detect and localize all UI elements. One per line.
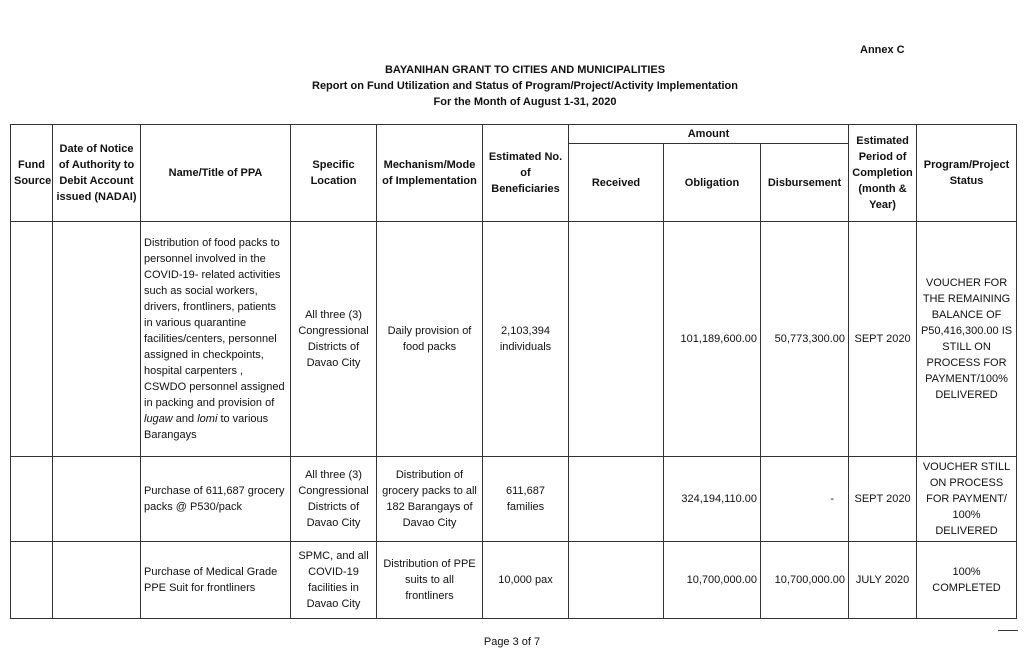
cell-disbursement: 50,773,300.00	[761, 222, 849, 457]
cell-received	[569, 457, 664, 542]
cell-disbursement: 10,700,000.00	[761, 542, 849, 619]
cell-mechanism: Distribution of PPE suits to all frontliners	[377, 542, 483, 619]
cell-fund-source	[11, 457, 53, 542]
ppa-text-end: to various Barangays	[144, 413, 269, 441]
cell-obligation: 101,189,600.00	[664, 222, 761, 457]
ppa-text-and: and	[172, 413, 198, 425]
cell-location: All three (3) Congressional Districts of Davao City	[291, 222, 377, 457]
table-row	[11, 542, 1017, 619]
table-row	[11, 457, 1017, 542]
report-title-block	[250, 62, 800, 110]
annex-label: Annex C	[860, 44, 905, 56]
cell-disbursement: -	[761, 457, 849, 542]
cell-status: VOUCHER FOR THE REMAINING BALANCE OF P50,416,300.00 IS STILL ON PROCESS FOR PAYMENT/100% DELIVERED	[917, 222, 1017, 457]
cell-nadai	[53, 222, 141, 457]
header-completion: Estimated Period of Completion (month & Year)	[849, 125, 917, 222]
ppa-italic-lomi: lomi	[197, 413, 218, 425]
cell-fund-source	[11, 542, 53, 619]
header-obligation: Obligation	[664, 144, 761, 222]
cell-obligation: 10,700,000.00	[664, 542, 761, 619]
cell-completion: SEPT 2020	[849, 222, 917, 457]
header-nadai: Date of Notice of Authority to Debit Account issued (NADAI)	[53, 125, 141, 222]
cell-ppa	[141, 222, 291, 457]
header-fund-source: Fund Source	[11, 125, 53, 222]
cell-nadai	[53, 542, 141, 619]
edge-rule	[998, 630, 1018, 631]
header-beneficiaries: Estimated No. of Beneficiaries	[483, 125, 569, 222]
cell-mechanism: Daily provision of food packs	[377, 222, 483, 457]
report-title: BAYANIHAN GRANT TO CITIES AND MUNICIPALITIES	[384, 64, 666, 76]
cell-ppa: Purchase of Medical Grade PPE Suit for frontliners	[141, 542, 291, 619]
cell-fund-source	[11, 222, 53, 457]
cell-nadai	[53, 457, 141, 542]
ppa-text: Distribution of food packs to personnel involved in the COVID-19- related activities such as social workers, drivers, frontliners, patients in various quarantine facilities/centers, personnel assigned in checkpoints, hospital carpenters , CSWDO personnel assigned in packing and provision of	[144, 237, 285, 409]
report-subtitle: Report on Fund Utilization and Status of Program/Project/Activity Implementation	[312, 80, 738, 92]
cell-beneficiaries: 10,000 pax	[483, 542, 569, 619]
header-amount: Amount	[569, 125, 849, 144]
header-mechanism: Mechanism/Mode of Implementation	[377, 125, 483, 222]
header-received: Received	[569, 144, 664, 222]
cell-received	[569, 542, 664, 619]
ppa-italic-lugaw: lugaw	[144, 413, 173, 425]
cell-mechanism: Distribution of grocery packs to all 182 Barangays of Davao City	[377, 457, 483, 542]
cell-location: All three (3) Congressional Districts of Davao City	[291, 457, 377, 542]
header-status: Program/Project Status	[917, 125, 1017, 222]
cell-status: VOUCHER STILL ON PROCESS FOR PAYMENT/ 100% DELIVERED	[917, 457, 1017, 542]
cell-beneficiaries: 2,103,394 individuals	[483, 222, 569, 457]
cell-ppa: Purchase of 611,687 grocery packs @ P530/pack	[141, 457, 291, 542]
table-row	[11, 222, 1017, 457]
cell-completion: SEPT 2020	[849, 457, 917, 542]
cell-location: SPMC, and all COVID-19 facilities in Davao City	[291, 542, 377, 619]
cell-status: 100% COMPLETED	[917, 542, 1017, 619]
header-ppa: Name/Title of PPA	[141, 125, 291, 222]
cell-beneficiaries: 611,687 families	[483, 457, 569, 542]
cell-completion: JULY 2020	[849, 542, 917, 619]
cell-received	[569, 222, 664, 457]
report-table	[10, 124, 1017, 619]
cell-obligation: 324,194,110.00	[664, 457, 761, 542]
header-location: Specific Location	[291, 125, 377, 222]
header-disbursement: Disbursement	[761, 144, 849, 222]
report-period: For the Month of August 1-31, 2020	[433, 96, 617, 108]
page-number: Page 3 of 7	[483, 636, 541, 648]
